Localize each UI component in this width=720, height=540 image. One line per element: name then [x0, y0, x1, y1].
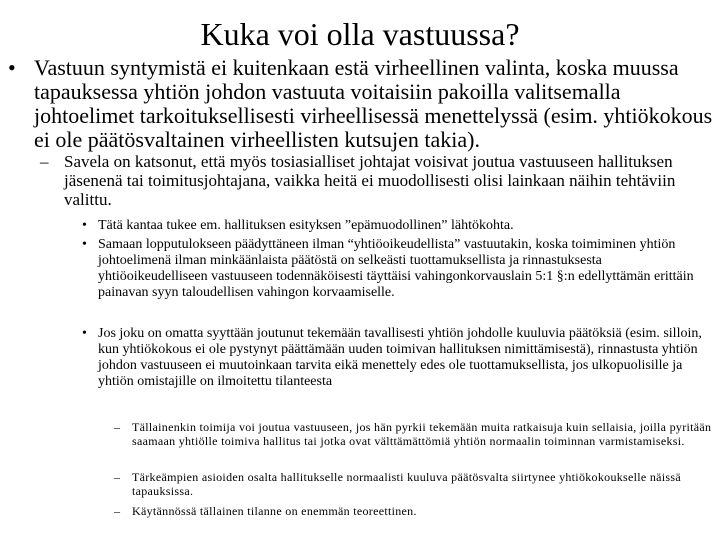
- dash-text: Tällainenkin toimija voi joutua vastuuseen, jos hän pyrkii tekemään muita ratkaisuja kuin sellaisia, joilla pyritään saamaan yhtiölle toimiva hallitus tai jotka ovat välttämättömiä yhtiön normaalin toiminnan varmistamiseksi.: [132, 420, 712, 448]
- dash-text: Tärkeämpien asioiden osalta hallitukselle normaalisti kuuluva päätösvalta siirtynee yhtiökokoukselle näissä tapauksissa.: [132, 470, 681, 498]
- subsub-bullet-marker: •: [82, 326, 87, 341]
- sub-bullet-text: Savela on katsonut, että myös tosiasialliset johtajat voisivat joutua vastuuseen hallituksen jäsenenä tai toimitusjohtajana, vaikka heitä ei muodollisesti olisi lainkaan näihin tehtäviin valittu.: [64, 152, 676, 209]
- subsub-bullet-text: Jos joku on omatta syyttään joutunut tekemään tavallisesti yhtiön johdolle kuuluvia päätöksiä (esim. silloin, kun yhtiökokous ei ole pystynyt päättämään uuden toimivan hallituksen nimittämisestä), rinnastusta yhtiön johdon vastuuseen ei muutoinkaan tarvita eikä menettely edes ole tuottamuksellista, jos ulkopuolisille ja yhtiön omistajille on ilmoitettu tilanteesta: [98, 326, 702, 389]
- dash-marker: –: [114, 470, 120, 484]
- bullet-marker: •: [8, 55, 16, 80]
- subsub-bullet-text: Tätä kantaa tukee em. hallituksen esityksen ”epämuodollinen” lähtökohta.: [98, 218, 514, 233]
- sub-bullet-marker: –: [40, 152, 49, 171]
- slide-title: Kuka voi olla vastuussa?: [200, 16, 520, 52]
- dash-marker: –: [114, 504, 120, 518]
- bullet-text: Vastuun syntymistä ei kuitenkaan estä virheellinen valinta, koska muussa tapauksessa yhtiön johdon vastuuta voitaisiin pakoilla valitsemalla johtoelimet tarkoituksellisesti virheellisessä menettelyssä (esim. yhtiökokous ei ole päätösvaltainen virheellisten kutsujen takia).: [34, 55, 713, 152]
- dash-marker: –: [114, 420, 120, 434]
- dash-text: Käytännössä tällainen tilanne on enemmän teoreettinen.: [132, 504, 417, 518]
- subsub-bullet-marker: •: [82, 218, 87, 233]
- subsub-bullet-text: Samaan lopputulokseen päädyttäneen ilman “yhtiöoikeudellista” vastuutakin, koska toimiminen yhtiön johtoelimenä ilman minkäänlaista päätöstä on selkeästi tuottamuksellista ja rinnastuksesta yhtiöoikeudelliseen vastuuseen todennäköisesti täyttäisi vahingonkorvauslain 5:1 §:n edellyttämän erittäin painavan syyn taloudellisen vahingon korvaamiselle.: [98, 237, 694, 300]
- subsub-bullet-marker: •: [82, 237, 87, 252]
